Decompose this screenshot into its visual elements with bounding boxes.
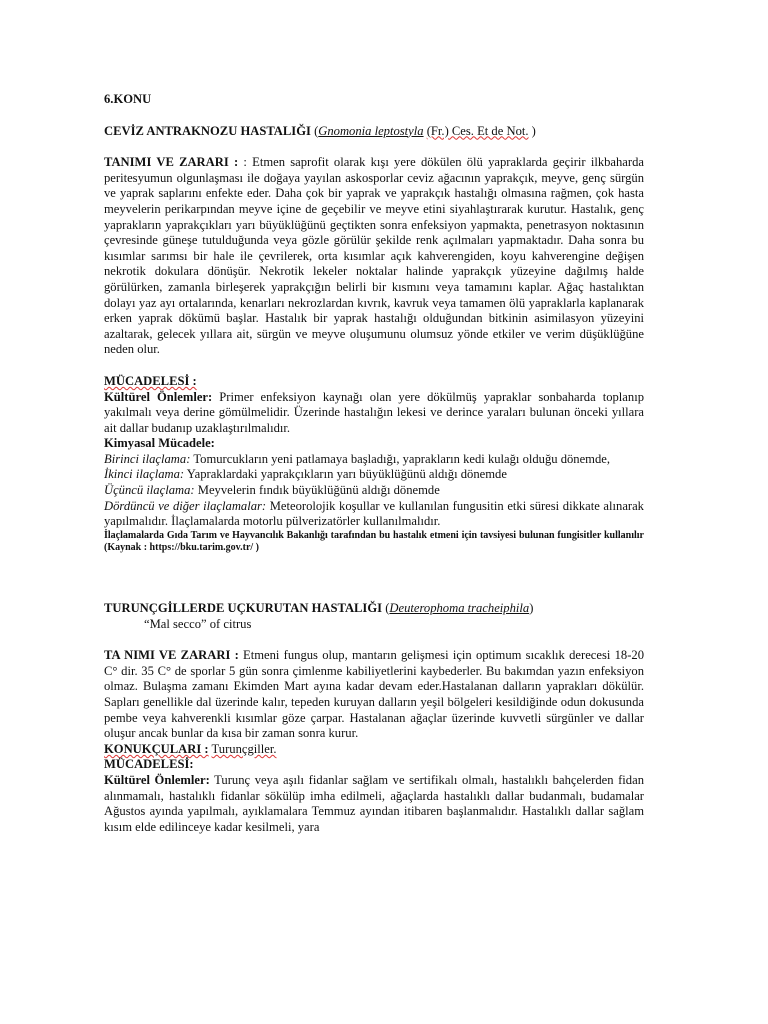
part2-title (104, 601, 644, 617)
spray-item (104, 467, 644, 483)
spray-label: Üçüncü ilaçlama: (104, 483, 195, 498)
spray-label: Birinci ilaçlama: (104, 451, 191, 466)
part1-title-name: CEVİZ ANTRAKNOZU HASTALIĞI (104, 123, 311, 138)
part1-kulturel-text: Primer enfeksiyon kaynağı olan yere dökülmüş yapraklar sonbaharda toplanıp yakılmalı veya derine gömülmelidir. Üzerinde hastalığın lekesi ve derince yaraları bulunan önceki yıllara ait dallar budanıp uzaklaştırılmalıdır. (104, 389, 644, 435)
part1-footnote: İlaçlamalarda Gıda Tarım ve Hayvancılık Bakanlığı tarafından bu hastalık etmeni için tavsiyesi bulunan fungisitler kullanılır (Kaynak : https://bku.tarim.gov.tr/ ) (104, 529, 644, 554)
part1-title (104, 124, 644, 140)
spray-label: İkinci ilaçlama: (104, 467, 185, 482)
part1-tanim-paragraph (104, 155, 644, 358)
part2-tanim-paragraph (104, 648, 644, 742)
part2-title-paren-close: ) (529, 601, 534, 616)
part1-kulturel-label: Kültürel Önlemler: (104, 389, 213, 404)
part2-tanim-label: TA NIMI VE ZARARI : (104, 648, 239, 663)
part1-title-paren-open: ( (314, 123, 319, 138)
part2-subtitle: “Mal secco” of citrus (144, 616, 252, 631)
spray-item (104, 499, 644, 530)
part1-mucadele-heading: MÜCADELESİ : (104, 373, 197, 388)
part2-tanim-text: Etmeni fungus olup, mantarın gelişmesi için optimum sıcaklık derecesi 18-20 C° dir. 35 C° de sporlar 5 gün sonra çimlenme kabiliyetlerini kaybederler. Bu bakımdan yazın enfeksiyon olmaz. Bulaşma zamanı Ekimden Mart ayına kadar devam eder.Hastalanan dalların yaprakları dökülür. Sapları genellikle dal üzerinde kalır, tepeden kuruyan dalların yeşil bölgeleri kesildiğinde odun dokusunda pembe veya kahverenkli kısımlar göze çarpar. Hastalanan ağaçlar üzerinde kuvvetli sürgünler ve dallar oluşur ancak bunlar da kısa bir zaman sonra kurur. (104, 648, 644, 741)
part1-kimyasal-heading: Kimyasal Mücadele: (104, 436, 215, 451)
spray-label: Dördüncü ve diğer ilaçlamalar: (104, 498, 267, 513)
part2-kulturel-paragraph (104, 773, 644, 835)
part2-kulturel-label: Kültürel Önlemler: (104, 772, 210, 787)
spray-text: Meteorolojik koşullar ve kullanılan fungusitin etki süresi dikkate alınarak yapılmalıdır. İlaçlamalarda motorlu pülverizatörler kullanılmalıdır. (104, 498, 644, 529)
part2-mucadele-heading: MÜCADELESİ: (104, 757, 194, 772)
part2-konukcu-paragraph (104, 742, 644, 758)
spray-item (104, 483, 644, 499)
document-page (104, 92, 644, 835)
part2-konukcu-label: KONUKÇULARI : (104, 741, 209, 756)
spray-text: Tomurcukların yeni patlamaya başladığı, yaprakların kedi kulağı olduğu dönemde, (193, 451, 611, 466)
part2-title-latin: Deuterophoma tracheiphila (389, 601, 530, 616)
part2-title-name: TURUNÇGİLLERDE UÇKURUTAN HASTALIĞI (104, 601, 383, 616)
spray-item (104, 452, 644, 468)
part2-kulturel-text: Turunç veya aşılı fidanlar sağlam ve sertifikalı olmalı, hastalıklı bahçelerden fidan alınmamalı, hastalıklı fidanlar sökülüp imha edilmeli, ağaçlarda hastalıklı dallar budanmalı, budamalar Ağustos ayında yapılmalı, ayıklamalara Temmuz ayından itibaren başlanmalıdır. Hastalıklı dallar sağlam kısım elde edilinceye kadar kesilmeli, yara (104, 772, 644, 834)
section-heading: 6.KONU (104, 92, 152, 106)
part1-title-authors: (Fr.) Ces. Et de Not. (426, 123, 529, 138)
part2-konukcu-text: Turunçgiller. (211, 741, 277, 756)
part1-title-latin: Gnomonia leptostyla (318, 123, 424, 138)
spray-text: Meyvelerin fındık büyüklüğünü aldığı dönemde (197, 483, 440, 498)
part1-title-paren-close: ) (531, 123, 536, 138)
part1-tanim-text: : Etmen saprofit olarak kışı yere dökülen ölü yapraklarda geçirir ilkbaharda peritesyumun olgunlaşması ile doğaya yayılan askosporlar ceviz ağacının yaprakçık, meyve, genç sürgün ve yaprak saplarını enfekte eder. Daha çok bir yaprak ve yaprakçık hastalığı olmasına rağmen, çok hasta meyvelerin perikarpından meyve içine de geçebilir ve meyve etini siyahlaştırarak kurutur. Hastalık, genç yaprakların yaprakçıkları yarı büyüklüğünü geçtikten sonra enfeksiyon yapmakta, penetrasyon noktasının çevresinde güneşe tutulduğunda veya gözle görülür şekilde renk açılmaları yapmaktadır. Daha sonra bu kısımlar sarımsı bir hale ile çevrilerek, orta kısımlar açık kahverengiden, koyu kahverengine değişen nekrotik dokulara dönüşür. Nekrotik lekeler noktalar halinde yaprakçık yüzeyine dağılmış halde görülürken, zamanla birleşerek yaprakçığın belirli bir kısmını veya tamamını kaplar. Ağaç hastalıktan dolayı yaz ayı ortalarında, kenarları nekrozlardan kıvrık, kavruk veya tamamen ölü yapraklarla kaplanarak erken yaprak dökümü başlar. Hastalık bir yaprak hastalığı olduğundan bitkinin asimilasyon yüzeyini azaltarak, gelecek yıllara ait, sürgün ve meyve oluşumunu olumsuz yönde etkiler ve verim düşüklüğüne neden olur. (104, 155, 644, 357)
part1-kulturel-paragraph (104, 390, 644, 437)
spray-text: Yapraklardaki yaprakçıkların yarı büyüklüğünü aldığı dönemde (186, 467, 507, 482)
part2-title-paren-open: ( (385, 601, 390, 616)
part1-tanim-label: TANIMI VE ZARARI : (104, 155, 239, 170)
